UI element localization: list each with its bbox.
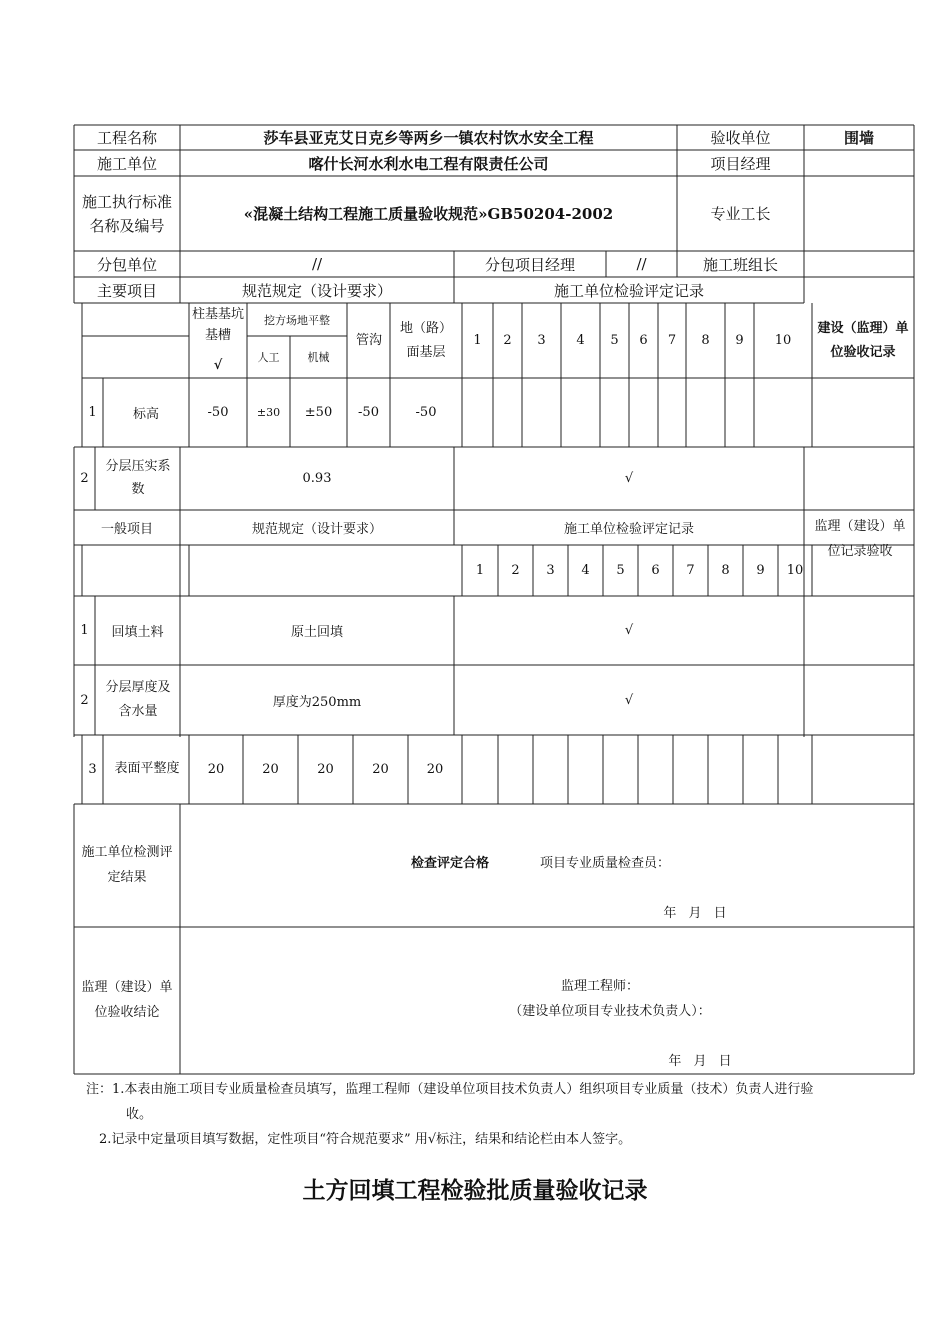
main-row-2-no: 2 — [80, 471, 89, 486]
project-manager-label: 项目经理 — [710, 154, 771, 173]
general-col-10: 10 — [786, 563, 804, 578]
main-col-9: 9 — [735, 333, 744, 348]
general-col-9: 9 — [756, 563, 765, 578]
standard: «混凝土结构工程施工质量验收规范»GB50204-2002 — [243, 205, 614, 223]
subcontract-unit-label: 分包单位 — [96, 255, 157, 274]
col-machine: 机械 — [307, 351, 330, 364]
general-row-2-record: √ — [624, 692, 634, 708]
note-line-2: 2.记录中定量项目填写数据，定性项目“符合规范要求” 用√标注，结果和结论栏由本人签字。 — [99, 1132, 632, 1147]
construction-unit-label: 施工单位 — [96, 154, 157, 173]
sub-pm: // — [636, 255, 647, 273]
main-col-10: 10 — [774, 333, 792, 348]
result-inspector: 项目专业质量检查员： — [540, 856, 671, 871]
result-conclusion: 检查评定合格 — [410, 856, 489, 871]
general-row-2-spec: 厚度为250mm — [272, 694, 362, 710]
col-pit: 柱基基坑基槽 — [192, 307, 245, 343]
main-row-1-val-5: -50 — [415, 405, 437, 420]
main-items-label: 主要项目 — [96, 281, 157, 300]
note-line-1b: 收。 — [126, 1107, 153, 1122]
supervision-owner: （建设单位项目专业技术负责人）： — [509, 1004, 711, 1019]
general-row-3-val-5: 20 — [426, 762, 444, 777]
result-label: 施工单位检测评定结果 — [81, 845, 173, 885]
general-col-6: 6 — [651, 563, 660, 578]
supervision-label: 监理（建设）单位验收结论 — [81, 980, 173, 1020]
team-leader-label: 施工班组长 — [702, 255, 778, 274]
standard-label: 施工执行标准名称及编号 — [81, 192, 172, 235]
main-col-5: 5 — [610, 333, 619, 348]
main-row-2-spec: 0.93 — [302, 471, 332, 486]
general-col-7: 7 — [686, 563, 695, 578]
main-col-2: 2 — [503, 333, 512, 348]
acceptance-unit-label: 验收单位 — [710, 129, 771, 147]
project-name: 莎车县亚克艾日克乡等两乡一镇农村饮水安全工程 — [263, 129, 594, 147]
col-pit-check: √ — [213, 357, 223, 373]
general-col-4: 4 — [581, 563, 590, 578]
supervision-date: 年 月 日 — [668, 1054, 732, 1069]
general-col-3: 3 — [546, 563, 555, 578]
col-manual: 人工 — [257, 351, 280, 364]
general-row-3-no: 3 — [88, 762, 97, 777]
general-row-1-spec: 原土回填 — [290, 625, 343, 640]
general-row-1-name: 回填土料 — [111, 625, 164, 640]
col-pipe: 管沟 — [355, 332, 382, 348]
main-row-1-val-4: -50 — [358, 405, 379, 420]
general-row-2-no: 2 — [80, 692, 89, 708]
main-row-2-name: 分层压实系数 — [105, 459, 171, 497]
sub-pm-label: 分包项目经理 — [484, 255, 575, 274]
general-row-1-record: √ — [624, 623, 634, 638]
general-row-3-val-1: 20 — [207, 762, 225, 777]
general-col-8: 8 — [721, 563, 730, 578]
main-col-8: 8 — [701, 333, 710, 348]
general-row-3-val-3: 20 — [317, 762, 334, 777]
construction-unit: 喀什长河水利水电工程有限责任公司 — [308, 154, 549, 173]
general-row-1-no: 1 — [80, 623, 89, 638]
general-row-3-val-2: 20 — [262, 762, 279, 777]
col-road: 地（路）面基层 — [399, 321, 452, 360]
supervision-engineer: 监理工程师： — [560, 979, 639, 994]
general-row-3-name: 表面平整度 — [114, 761, 180, 777]
main-row-1-no: 1 — [88, 405, 97, 420]
main-row-1-val-2: ±30 — [256, 406, 281, 419]
subcontract-unit: // — [311, 255, 323, 273]
main-row-1-val-3: ±50 — [304, 405, 333, 420]
project-name-label: 工程名称 — [96, 129, 157, 147]
general-col-1: 1 — [475, 563, 485, 578]
general-row-3-val-4: 20 — [372, 762, 389, 777]
foreman-label: 专业工长 — [710, 205, 771, 223]
general-supervision-label: 监理（建设）单位记录验收 — [814, 519, 906, 559]
main-spec-label: 规范规定（设计要求） — [241, 281, 392, 300]
note-line-1: 注：1.本表由施工项目专业质量检查员填写，监理工程师（建设单位项目技术负责人）组织项目专业质量（技术）负责人进行验 — [86, 1082, 814, 1097]
general-record-label: 施工单位检验评定记录 — [563, 522, 694, 537]
acceptance-unit: 围墙 — [843, 129, 874, 147]
main-row-1-name: 标高 — [132, 407, 159, 422]
main-col-4: 4 — [576, 333, 585, 348]
main-col-7: 7 — [667, 333, 677, 348]
main-supervision-label: 建设（监理）单位验收记录 — [817, 321, 909, 360]
main-col-6: 6 — [639, 333, 648, 348]
main-row-1-val-1: -50 — [207, 405, 229, 420]
main-col-1: 1 — [473, 333, 482, 348]
general-spec-label: 规范规定（设计要求） — [251, 522, 382, 537]
general-row-2-name: 分层厚度及含水量 — [105, 679, 171, 719]
general-items-label: 一般项目 — [100, 522, 153, 537]
col-grading: 挖方场地平整 — [264, 313, 330, 327]
general-col-5: 5 — [616, 563, 625, 578]
result-date: 年 月 日 — [663, 906, 727, 921]
main-row-2-record: √ — [624, 471, 634, 486]
general-col-2: 2 — [511, 563, 520, 578]
main-record-label: 施工单位检验评定记录 — [553, 281, 704, 300]
main-col-3: 3 — [537, 333, 546, 348]
next-page-title: 土方回填工程检验批质量验收记录 — [302, 1177, 648, 1204]
